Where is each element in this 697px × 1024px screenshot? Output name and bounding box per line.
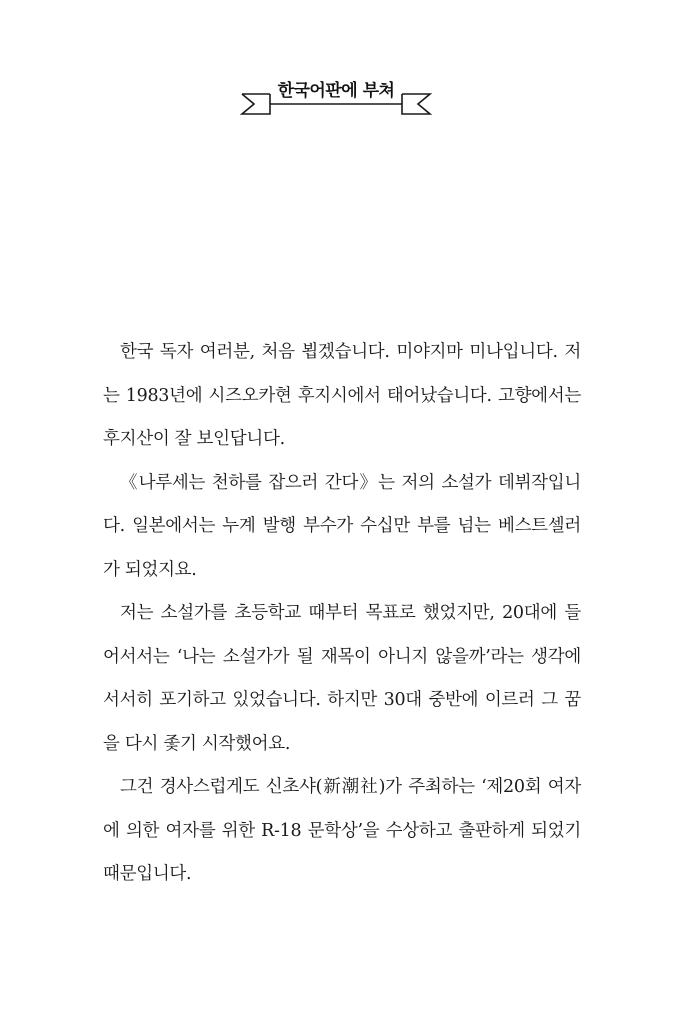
paragraph-4: 그건 경사스럽게도 신초샤(新潮社)가 주최하는 ‘제20회 여자에 의한 여자를 위한 R-18 문학상’을 수상하고 출판하게 되었기 때문입니다. [103,777,581,884]
chapter-title: 한국어판에 부쳐 [277,81,395,101]
paragraph-1: 한국 독자 여러분, 처음 뵙겠습니다. 미야지마 미나입니다. 저는 1983년에 시즈오카현 후지시에서 태어났습니다. 고향에서는 후지산이 잘 보인답니다. [103,342,581,449]
paragraph-2: 《나루세는 천하를 잡으러 간다》는 저의 소설가 데뷔작입니다. 일본에서는 누계 발행 부수가 수십만 부를 넘는 베스트셀러가 되었지요. [103,472,581,580]
preface-body [103,331,581,897]
paragraph-3: 저는 소설가를 초등학교 때부터 목표로 했었지만, 20대에 들어서서는 ‘나는 소설가가 될 재목이 아니지 않을까’라는 생각에 서서히 포기하고 있었습니다. 하지만 30대 중반에 이르러 그 꿈을 다시 좇기 시작했어요. [103,603,581,754]
chapter-heading-banner [236,72,436,124]
